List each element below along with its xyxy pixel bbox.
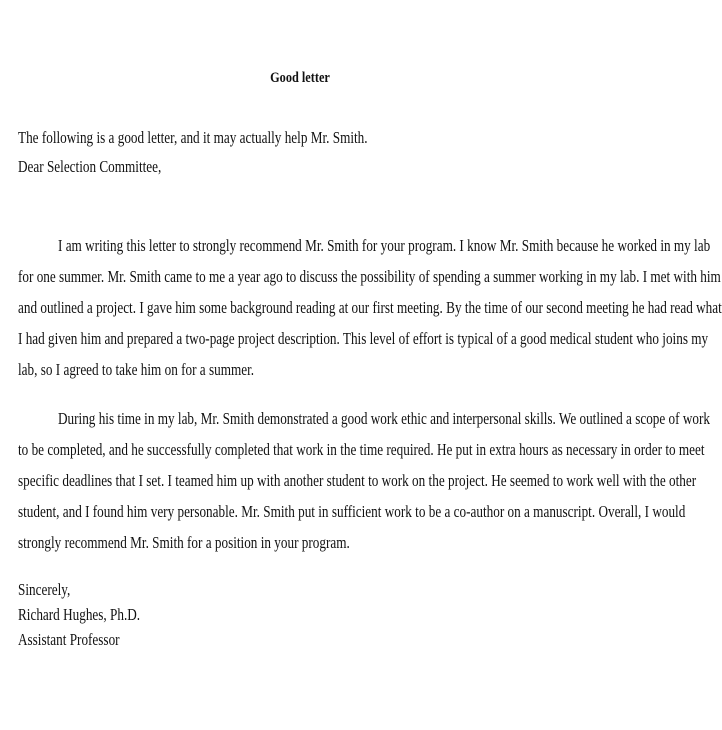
intro-line: The following is a good letter, and it may actually help Mr. Smith. [18, 128, 368, 147]
paragraph-1-line: lab, so I agreed to take him on for a summer. [18, 360, 255, 379]
paragraph-1-line: for one summer. Mr. Smith came to me a year ago to discuss the possibility of spending a summer working in my lab. I met with him [18, 267, 721, 286]
paragraph-2-line: to be completed, and he successfully completed that work in the time required. He put in extra hours as necessary in order to meet [18, 440, 705, 459]
letter-title: Good letter [270, 70, 330, 86]
salutation-line: Dear Selection Committee, [18, 157, 162, 176]
closing: Sincerely, [18, 580, 71, 599]
signer-name: Richard Hughes, Ph.D. [18, 605, 141, 624]
intro-text [18, 122, 578, 153]
paragraph-2-line: specific deadlines that I set. I teamed him up with another student to work on the project. He seemed to work well with the other [18, 471, 697, 490]
paragraph-1-line: and outlined a project. I gave him some background reading at our first meeting. By the time of our second meeting he had read what [18, 298, 722, 317]
signature-block [18, 577, 578, 652]
paragraph-2-line: strongly recommend Mr. Smith for a position in your program. [18, 533, 350, 552]
signer-title: Assistant Professor [18, 630, 120, 649]
salutation [18, 151, 578, 182]
paragraph-1 [18, 230, 722, 385]
paragraph-2-line: During his time in my lab, Mr. Smith demonstrated a good work ethic and interpersonal skills. We outlined a scope of work [58, 409, 710, 428]
paragraph-2 [18, 403, 710, 558]
paragraph-2-line: student, and I found him very personable. Mr. Smith put in sufficient work to be a co-author on a manuscript. Overall, I would [18, 502, 686, 521]
paragraph-1-line: I had given him and prepared a two-page project description. This level of effort is typical of a good medical student who joins my [18, 329, 709, 348]
paragraph-1-line: I am writing this letter to strongly recommend Mr. Smith for your program. I know Mr. Smith because he worked in my lab [58, 236, 711, 255]
